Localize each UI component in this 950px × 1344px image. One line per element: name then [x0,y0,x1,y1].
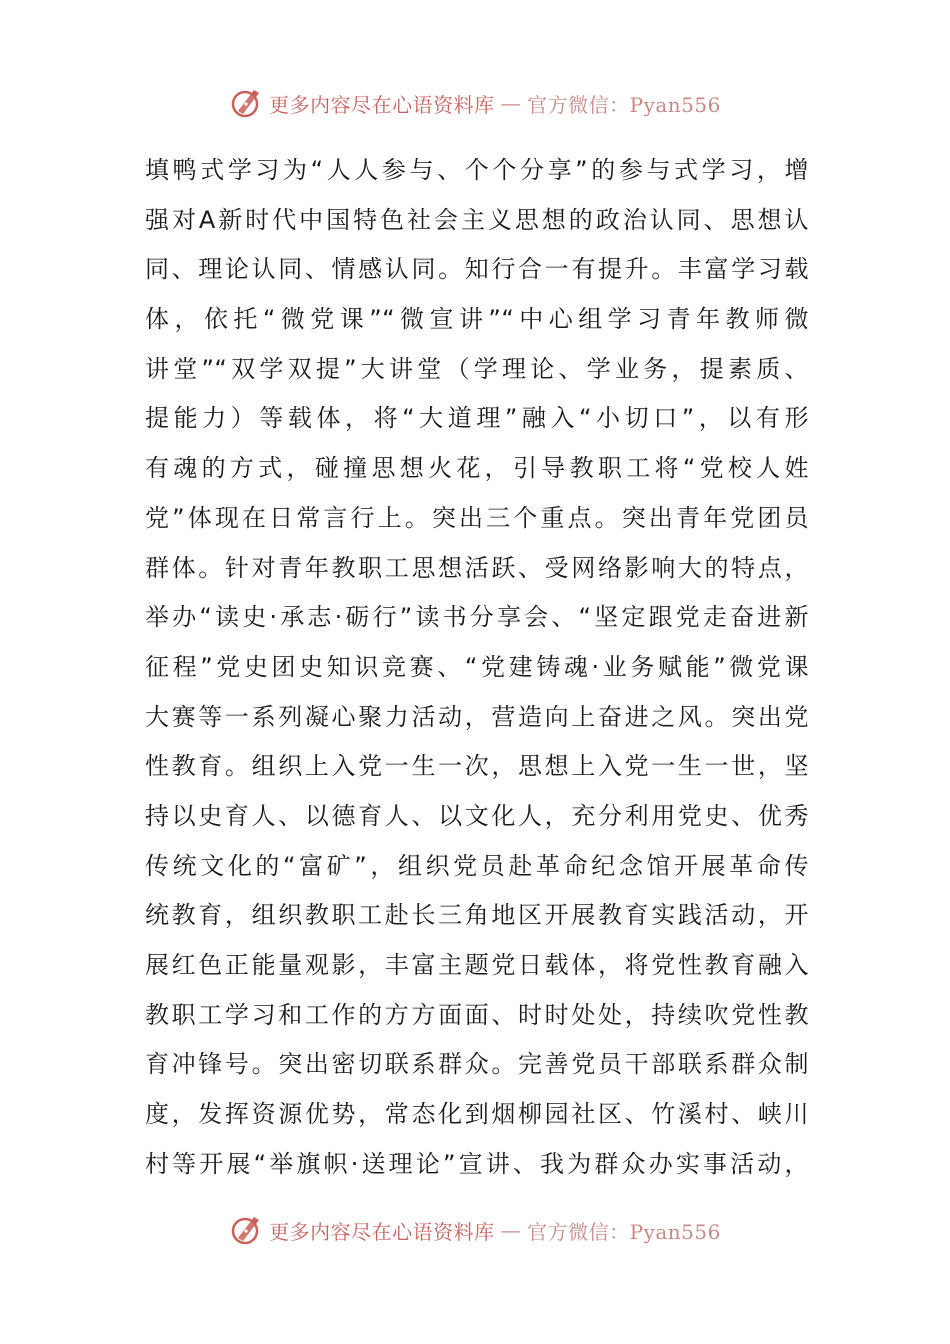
body-line: 体，依托“微党课”“微宣讲”“中心组学习青年教师微 [145,305,809,334]
pen-nib-circle-icon [229,1213,263,1247]
watermark-dash: — [500,1218,522,1242]
body-line: 有魂的方式，碰撞思想火花，引导教职工将“党校人姓 [145,454,809,483]
watermark-sub-text: 官方微信：Pyan556 [527,92,721,117]
body-line: 统教育，组织教职工赴长三角地区开展教育实践活动，开 [145,901,809,930]
watermark-main-text: 更多内容尽在心语资料库 [269,92,495,117]
header-watermark [0,86,950,120]
body-line: 村等开展“举旗帜·送理论”宣讲、我为群众办实事活动， [145,1149,809,1178]
watermark-dash: — [500,91,522,115]
body-line: 大赛等一系列凝心聚力活动，营造向上奋进之风。突出党 [145,702,809,731]
body-line: 展红色正能量观影，丰富主题党日载体，将党性教育融入 [145,951,809,979]
body-line: 填鸭式学习为“人人参与、个个分享”的参与式学习，增 [145,156,809,184]
body-line: 征程”党史团史知识竞赛、“党建铸魂·业务赋能”微党课 [145,652,809,681]
body-line: 持以史育人、以德育人、以文化人，充分利用党史、优秀 [145,801,809,830]
body-line: 党”体现在日常言行上。突出三个重点。突出青年党团员 [145,503,809,532]
body-line: 群体。针对青年教职工思想活跃、受网络影响大的特点， [145,553,809,582]
body-line: 举办“读史·承志·砺行”读书分享会、“坚定跟党走奋进新 [145,603,809,632]
body-line: 讲堂”“双学双提”大讲堂（学理论、学业务，提素质、 [145,354,809,383]
body-line: 教职工学习和工作的方方面面、时时处处，持续吹党性教 [145,1000,809,1029]
body-line: 性教育。组织上入党一生一次，思想上入党一生一世，坚 [145,752,809,781]
watermark-sub-text: 官方微信：Pyan556 [527,1219,721,1244]
body-line: 提能力）等载体，将“大道理”融入“小切口”，以有形 [145,404,809,433]
body-line: 强对A新时代中国特色社会主义思想的政治认同、思想认 [145,205,809,234]
document-body [145,146,809,1189]
watermark-main-text: 更多内容尽在心语资料库 [269,1219,495,1244]
body-line: 同、理论认同、情感认同。知行合一有提升。丰富学习载 [145,255,809,284]
body-line: 度，发挥资源优势，常态化到烟柳园社区、竹溪村、峡川 [145,1100,809,1129]
footer-watermark [0,1213,950,1247]
body-line: 育冲锋号。突出密切联系群众。完善党员干部联系群众制 [145,1050,809,1079]
body-line: 传统文化的“富矿”，组织党员赴革命纪念馆开展革命传 [145,851,809,880]
pen-nib-circle-icon [229,86,263,120]
